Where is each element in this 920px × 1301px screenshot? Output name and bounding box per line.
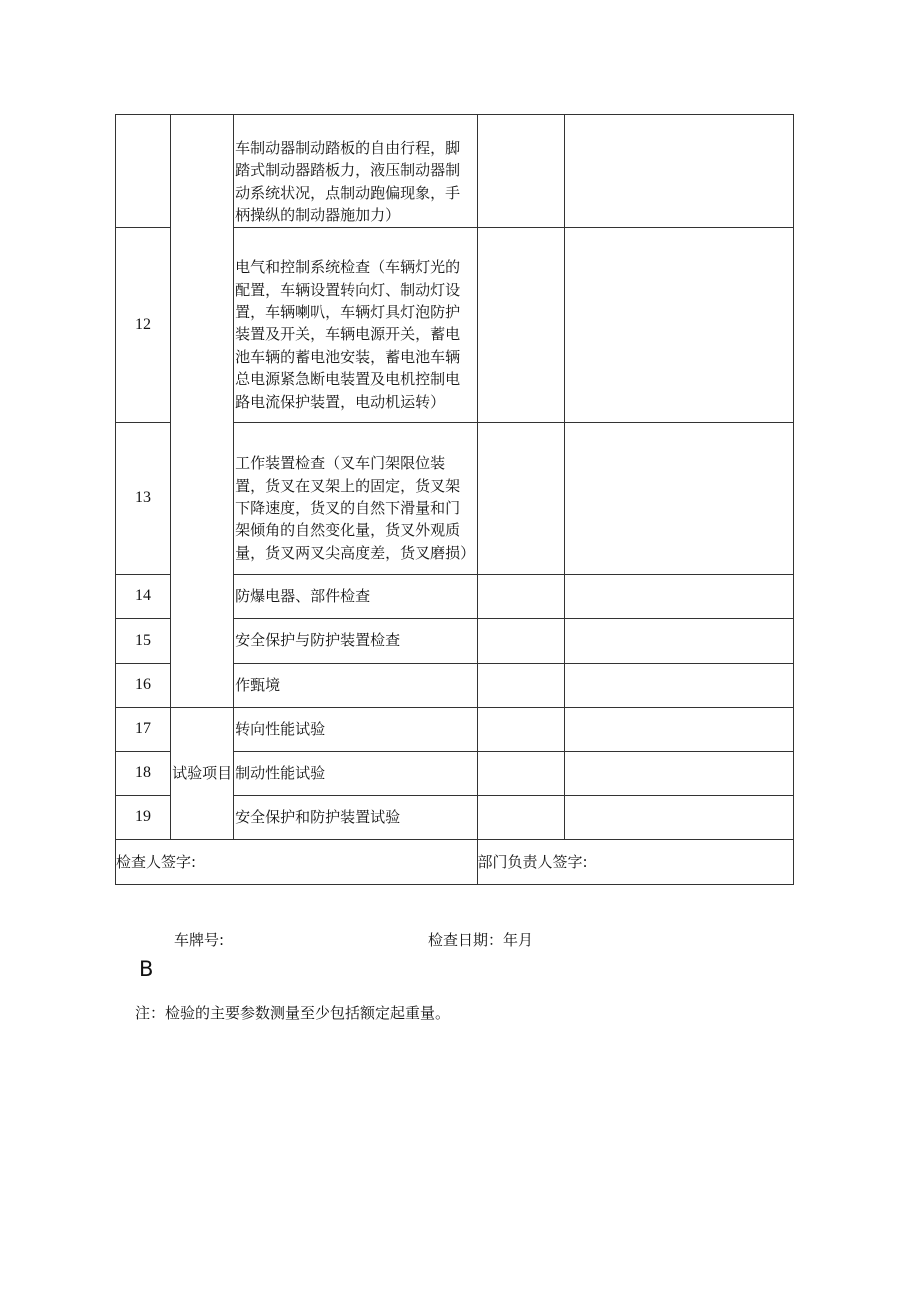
remark-cell[interactable] <box>564 574 793 618</box>
item-description: 车制动器制动踏板的自由行程，脚踏式制动器踏板力，液压制动器制动系统状况，点制动跑偏现象，手柄操纵的制动器施加力） <box>234 115 477 228</box>
remark-cell[interactable] <box>564 227 793 422</box>
row-number: 14 <box>116 574 171 618</box>
result-cell[interactable] <box>477 751 564 795</box>
row-number: 15 <box>116 618 171 663</box>
item-description: 安全保护与防护装置检查 <box>234 618 477 663</box>
row-number: 19 <box>116 795 171 839</box>
remark-cell[interactable] <box>564 618 793 663</box>
table-row <box>116 115 794 228</box>
row-number: 17 <box>116 707 171 751</box>
signature-row <box>116 839 794 884</box>
remark-cell[interactable] <box>564 663 793 707</box>
remark-cell[interactable] <box>564 795 793 839</box>
row-number: 12 <box>116 227 171 422</box>
result-cell[interactable] <box>477 795 564 839</box>
result-cell[interactable] <box>477 422 564 574</box>
result-cell[interactable] <box>477 227 564 422</box>
item-description: 转向性能试验 <box>234 707 477 751</box>
table-row <box>116 707 794 751</box>
row-number <box>116 115 171 228</box>
inspector-signature[interactable]: 检查人签字: <box>116 839 478 884</box>
item-description: 制动性能试验 <box>234 751 477 795</box>
item-description: 作甄境 <box>234 663 477 707</box>
section-mark: B <box>139 957 154 981</box>
row-number: 16 <box>116 663 171 707</box>
item-description: 安全保护和防护装置试验 <box>234 795 477 839</box>
row-number: 13 <box>116 422 171 574</box>
result-cell[interactable] <box>477 663 564 707</box>
category-test-items: 试验项目 <box>171 707 234 839</box>
item-description: 防爆电器、部件检查 <box>234 574 477 618</box>
remark-cell[interactable] <box>564 115 793 228</box>
inspection-date-label: 检查日期：年月 <box>428 931 534 949</box>
result-cell[interactable] <box>477 707 564 751</box>
plate-number-label: 车牌号: <box>174 931 225 949</box>
remark-cell[interactable] <box>564 751 793 795</box>
row-number: 18 <box>116 751 171 795</box>
remark-cell[interactable] <box>564 422 793 574</box>
result-cell[interactable] <box>477 618 564 663</box>
item-description: 电气和控制系统检查（车辆灯光的配置，车辆设置转向灯、制动灯设置，车辆喇叭，车辆灯具灯泡防护装置及开关，车辆电源开关，蓄电池车辆的蓄电池安装，蓄电池车辆总电源紧急断电装置及电机控制电路电流保护装置，电动机运转） <box>234 227 477 422</box>
department-head-signature[interactable]: 部门负责人签字: <box>477 839 794 884</box>
item-description: 工作装置检查（叉车门架限位装置，货叉在叉架上的固定，货叉架下降速度，货叉的自然下滑量和门架倾角的自然变化量，货叉外观质量，货叉两叉尖高度差，货叉磨损） <box>234 422 477 574</box>
remark-cell[interactable] <box>564 707 793 751</box>
category-cell <box>171 115 234 708</box>
footnote: 注：检验的主要参数测量至少包括额定起重量。 <box>135 1004 451 1022</box>
inspection-table <box>115 114 794 885</box>
result-cell[interactable] <box>477 115 564 228</box>
result-cell[interactable] <box>477 574 564 618</box>
